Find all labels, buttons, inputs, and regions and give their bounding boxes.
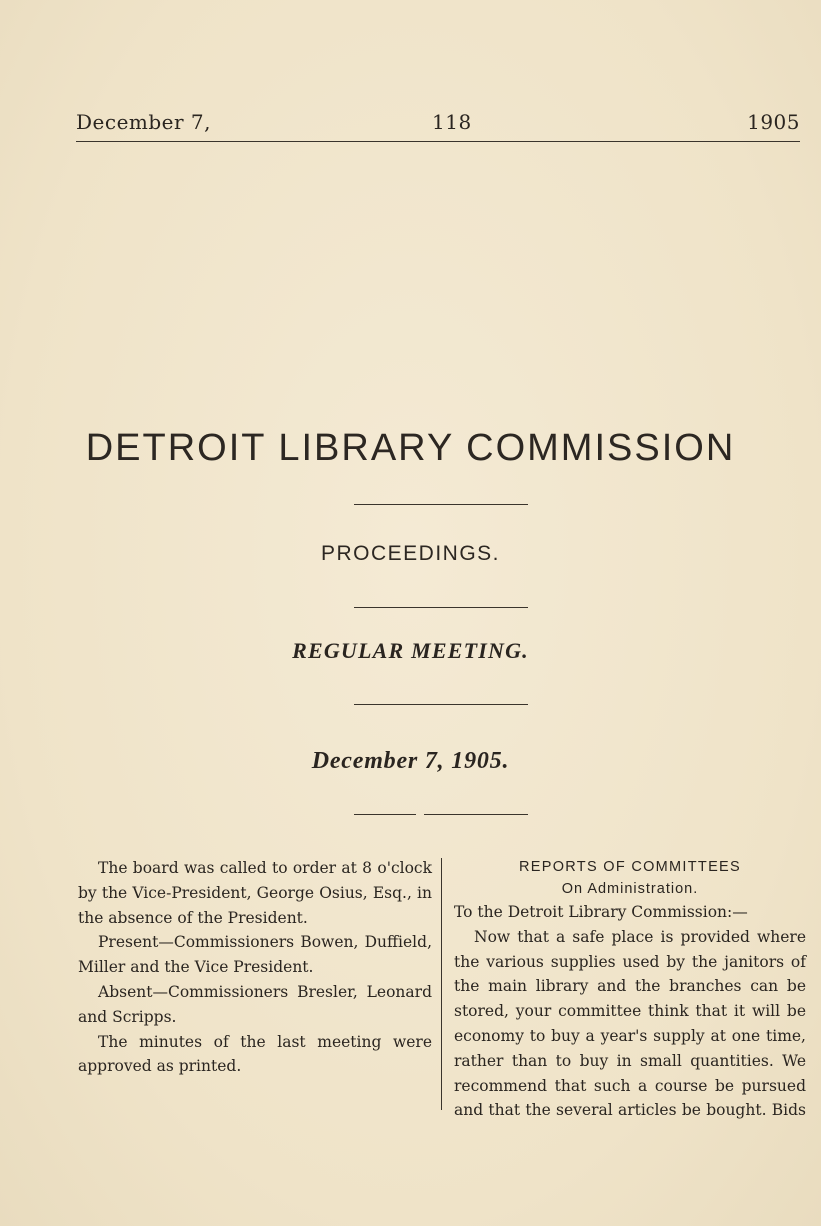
header-rule bbox=[76, 141, 800, 142]
body-paragraph: Now that a safe place is provided where the various supplies used by the janitors of the main library and the branches can be stored, your committee think that it will be economy to buy a year's supply at one time, rather than to buy in small quantities. We recommend that such a course be pursued and that the several articles be bought. Bids bbox=[454, 927, 806, 1120]
page-number: 118 bbox=[432, 110, 472, 134]
header-date: December 7, bbox=[76, 110, 212, 134]
section-heading: REPORTS OF COMMITTEES bbox=[519, 859, 741, 875]
running-header bbox=[76, 110, 800, 140]
body-paragraph: Absent—Commissioners Bresler, Leonard and Scripps. bbox=[78, 982, 432, 1026]
salutation: To the Detroit Library Commission:— bbox=[454, 903, 748, 921]
meeting-date: December 7, 1905. bbox=[311, 748, 510, 774]
body-paragraph: The board was called to order at 8 o'clock by the Vice-President, George Osius, Esq., in the absence of the President. bbox=[78, 859, 432, 927]
body-paragraph: Present—Commissioners Bowen, Duffield, Miller and the Vice President. bbox=[78, 933, 432, 977]
divider-rule bbox=[354, 504, 528, 505]
left-column bbox=[78, 856, 432, 1079]
body-paragraph: The minutes of the last meeting were approved as printed. bbox=[78, 1032, 432, 1076]
header-year: 1905 bbox=[747, 110, 800, 134]
divider-rule bbox=[354, 814, 416, 815]
document-title: DETROIT LIBRARY COMMISSION bbox=[85, 427, 736, 469]
document-subtitle: PROCEEDINGS. bbox=[320, 542, 501, 565]
right-column bbox=[454, 856, 806, 1123]
divider-rule bbox=[354, 607, 528, 608]
section-subheading: On Administration. bbox=[561, 881, 699, 897]
divider-rule bbox=[354, 704, 528, 705]
divider-rule bbox=[424, 814, 528, 815]
meeting-heading: REGULAR MEETING. bbox=[292, 638, 529, 663]
column-divider bbox=[441, 858, 442, 1110]
